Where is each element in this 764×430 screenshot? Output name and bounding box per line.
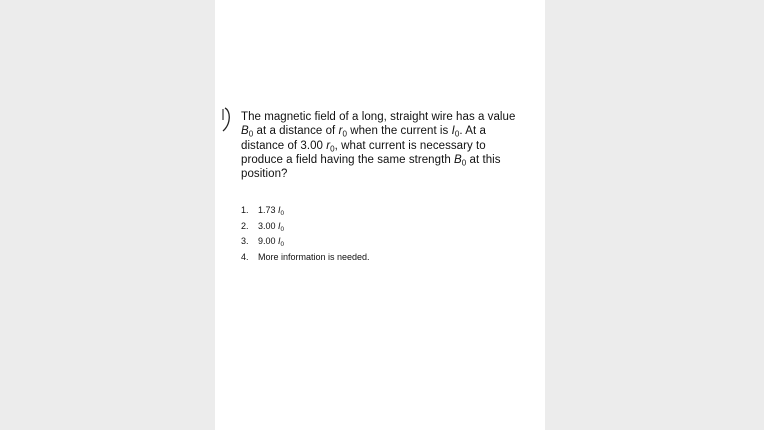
question-line-1: The magnetic field of a long, straight wire has a value [241,111,516,123]
question-text [241,110,533,181]
answer-option-3[interactable]: 3. 9.00 $I_0$ [241,236,285,248]
answer-options [241,203,501,265]
question-line-3: distance of 3.00 $r_0$, what current is necessary to [241,139,486,153]
answer-option-2[interactable]: 2. 3.00 $I_0$ [241,220,285,233]
question-line-2: $B_0$ at a distance of $r_0$ when the current is $I_0$. At a [241,125,486,139]
bracket-marker-icon [220,107,234,133]
question-line-4: produce a field having the same strength $B_0$ at this [241,153,501,168]
answer-option-1[interactable]: 1. 1.73 $I_0$ [241,205,285,217]
question-line-5: position? [241,168,288,181]
answer-option-4[interactable]: 4. More information is needed. [241,251,370,262]
